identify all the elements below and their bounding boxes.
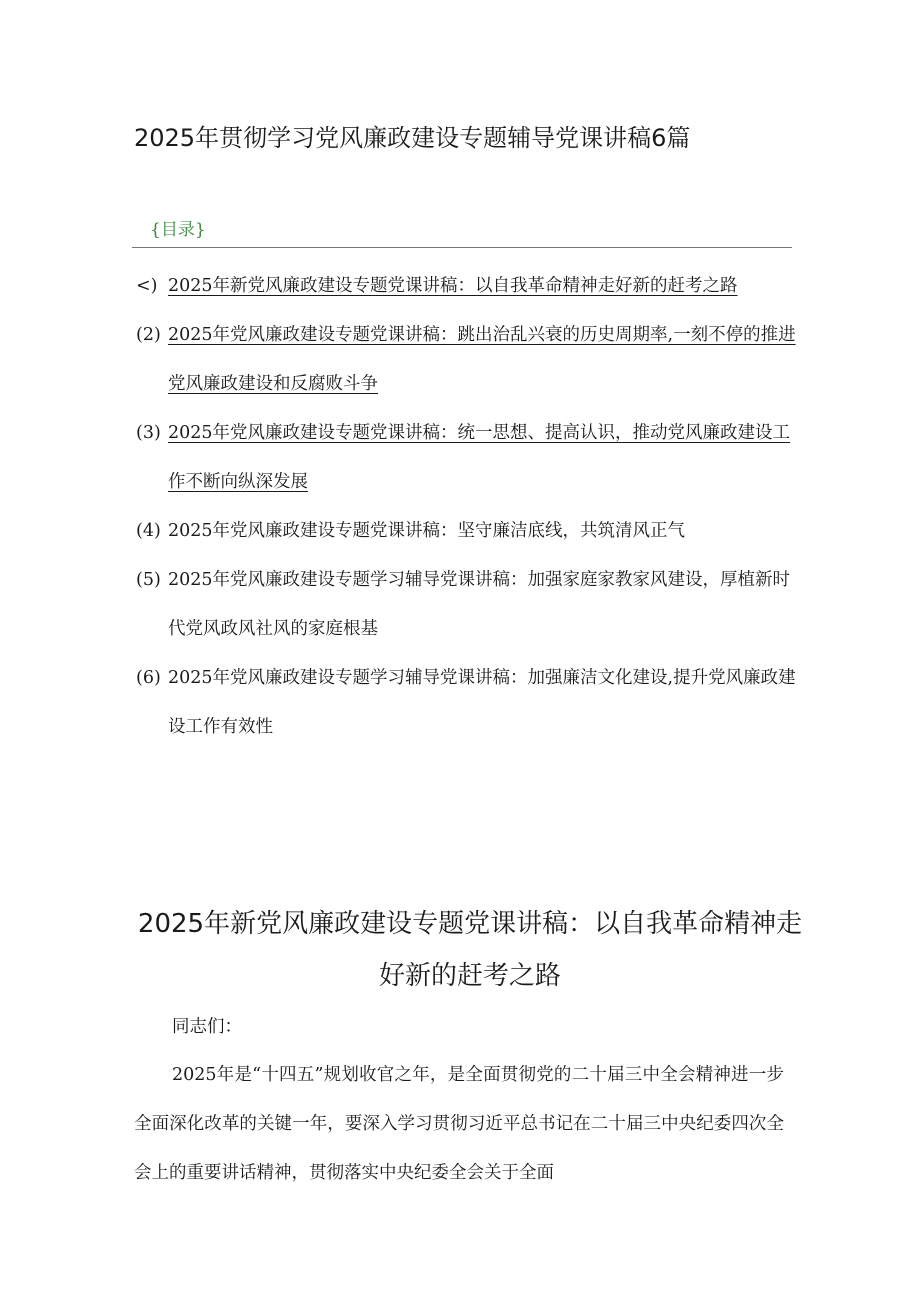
toc-label: {目录} [150, 220, 206, 240]
toc-item-link[interactable]: 2025年党风廉政建设专题学习辅导党课讲稿：加强廉洁文化建设,提升党风廉政建设工作有效性 [168, 668, 796, 737]
toc-item-number: (6) [136, 668, 161, 688]
body-paragraph: 2025年是“十四五”规划收官之年，是全面贯彻党的二十届三中全会精神进一步全面深化改革的关键一年，要深入学习贯彻习近平总书记在二十届三中央纪委四次全会上的重要讲话精神，贯彻落实中央纪委全会关于全面 [134, 1065, 784, 1183]
toc-item-2[interactable] [136, 311, 796, 409]
toc-item-link[interactable]: 2025年党风廉政建设专题学习辅导党课讲稿：加强家庭家教家风建设，厚植新时代党风政风社风的家庭根基 [168, 570, 791, 639]
toc-item-number: (2) [136, 325, 161, 345]
section-title: 2025年新党风廉政建设专题党课讲稿：以自我革命精神走好新的赶考之路 [137, 909, 803, 991]
toc-item-number: (4) [136, 521, 161, 541]
toc-item-5[interactable] [136, 556, 796, 654]
table-of-contents [136, 262, 796, 752]
toc-item-3[interactable] [136, 409, 796, 507]
toc-item-number: (5) [136, 570, 161, 590]
toc-item-number: (3) [136, 423, 161, 443]
toc-item-link[interactable]: 2025年党风廉政建设专题党课讲稿：跳出治乱兴衰的历史周期率,一刻不停的推进党风廉政建设和反腐败斗争 [168, 325, 796, 394]
toc-item-4[interactable] [136, 507, 796, 556]
toc-divider [132, 247, 792, 248]
toc-item-number: <) [136, 276, 158, 296]
toc-item-link[interactable]: 2025年新党风廉政建设专题党课讲稿：以自我革命精神走好新的赶考之路 [168, 276, 738, 296]
toc-item-1[interactable] [136, 262, 796, 311]
toc-item-6[interactable] [136, 654, 796, 752]
salutation: 同志们： [172, 1017, 242, 1037]
toc-item-link[interactable]: 2025年党风廉政建设专题党课讲稿：统一思想、提高认识，推动党风廉政建设工作不断向纵深发展 [168, 423, 791, 492]
toc-item-link[interactable]: 2025年党风廉政建设专题党课讲稿：坚守廉洁底线，共筑清风正气 [168, 521, 686, 541]
document-title: 2025年贯彻学习党风廉政建设专题辅导党课讲稿6篇 [134, 124, 691, 152]
